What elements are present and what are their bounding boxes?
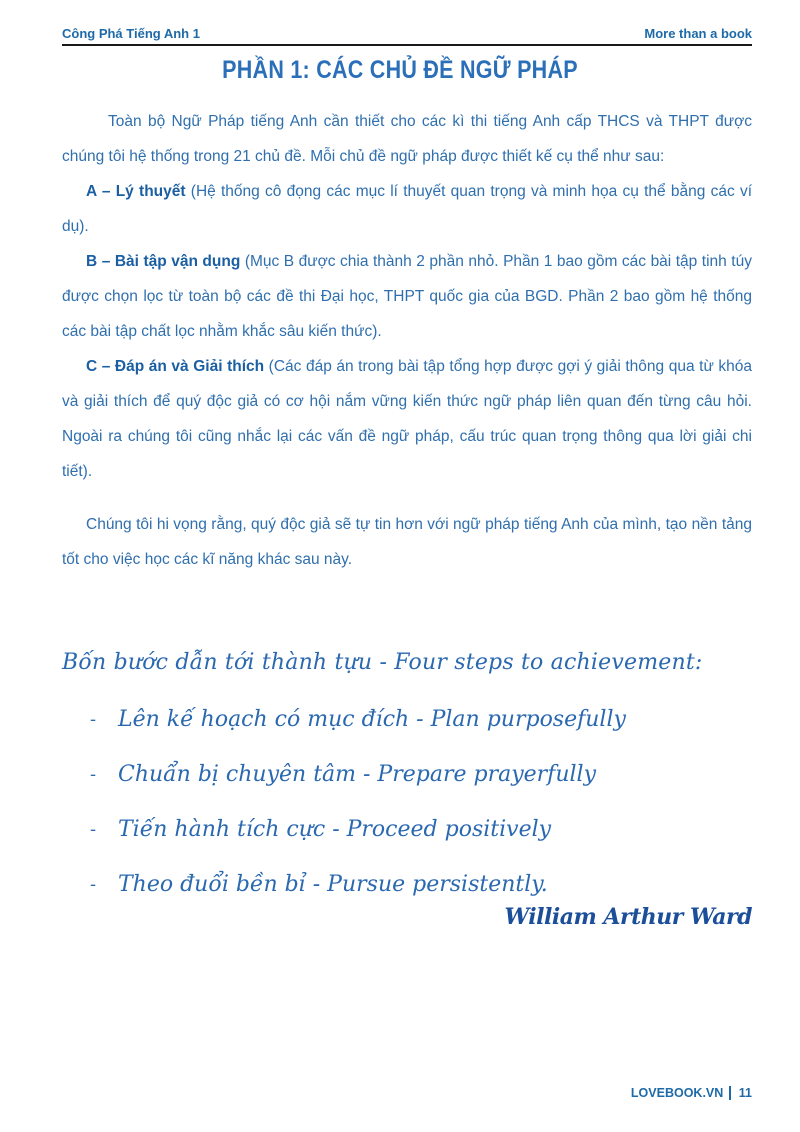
dash-bullet: - [90,819,97,840]
section-c-text: (Các đáp án trong bài tập tổng hợp được gợi ý giải thông qua từ khóa và giải thích để quý độc giả có cơ hội nắm vững kiến thức ngữ pháp liên quan đến từng câu hỏi. Ngoài ra chúng tôi cũng nhắc lại các vấn đề ngữ pháp, cấu trúc quan trọng thông qua lời giải chi tiết). [62,358,753,480]
footer-site: LOVEBOOK.VN [630,1086,724,1100]
intro-paragraph: Toàn bộ Ngữ Pháp tiếng Anh cần thiết cho các kì thi tiếng Anh cấp THCS và THPT được chúng tôi hệ thống trong 21 chủ đề. Mỗi chủ đề ngữ pháp được thiết kế cụ thể như sau: [62,113,752,165]
quote-step [90,692,752,747]
footer-divider [729,1086,731,1100]
paragraph-gap [62,489,752,507]
page-header [62,20,752,46]
quote-author-signature: William Arthur Ward [504,904,752,930]
quote-step-text: Theo đuổi bền bỉ - Pursue persistently. [118,872,548,897]
quote-block [62,640,752,912]
header-tagline: More than a book [644,26,752,41]
header-book-title: Công Phá Tiếng Anh 1 [62,26,200,41]
section-a-paragraph [62,174,752,244]
page-number: 11 [738,1086,752,1100]
page-footer [631,1086,752,1100]
quote-step-text: Chuẩn bị chuyên tâm - Prepare prayerfully [118,762,596,787]
quote-step-text: Lên kế hoạch có mục đích - Plan purposefully [118,707,626,732]
section-b-label: B – Bài tập vận dụng [86,253,241,270]
section-b-text: (Mục B được chia thành 2 phần nhỏ. Phần 1 bao gồm các bài tập tinh túy được chọn lọc từ toàn bộ các đề thi Đại học, THPT quốc gia của BGD. Phần 2 bao gồm hệ thống các bài tập chất lọc nhằm khắc sâu kiến thức). [62,253,752,340]
quote-step-text: Tiến hành tích cực - Proceed positively [118,817,552,842]
dash-bullet: - [90,709,97,730]
quote-step [90,747,752,802]
main-content [62,104,752,577]
dash-bullet: - [90,874,97,895]
quote-heading: Bốn bước dẫn tới thành tựu - Four steps to achievement: [62,650,703,675]
section-c-label: C – Đáp án và Giải thích [86,358,265,375]
quote-steps-list [62,692,752,912]
section-b-paragraph [62,244,752,349]
closing-paragraph: Chúng tôi hi vọng rằng, quý độc giả sẽ tự tin hơn với ngữ pháp tiếng Anh của mình, tạo nền tảng tốt cho việc học các kĩ năng khác sau này. [62,516,752,568]
page-title: PHẦN 1: CÁC CHỦ ĐỀ NGỮ PHÁP [222,56,578,84]
section-a-text: (Hệ thống cô đọng các mục lí thuyết quan trọng và minh họa cụ thể bằng các ví dụ). [62,183,752,235]
section-c-paragraph [62,349,752,489]
quote-step [90,802,752,857]
section-a-label: A – Lý thuyết [86,183,186,200]
dash-bullet: - [90,764,97,785]
